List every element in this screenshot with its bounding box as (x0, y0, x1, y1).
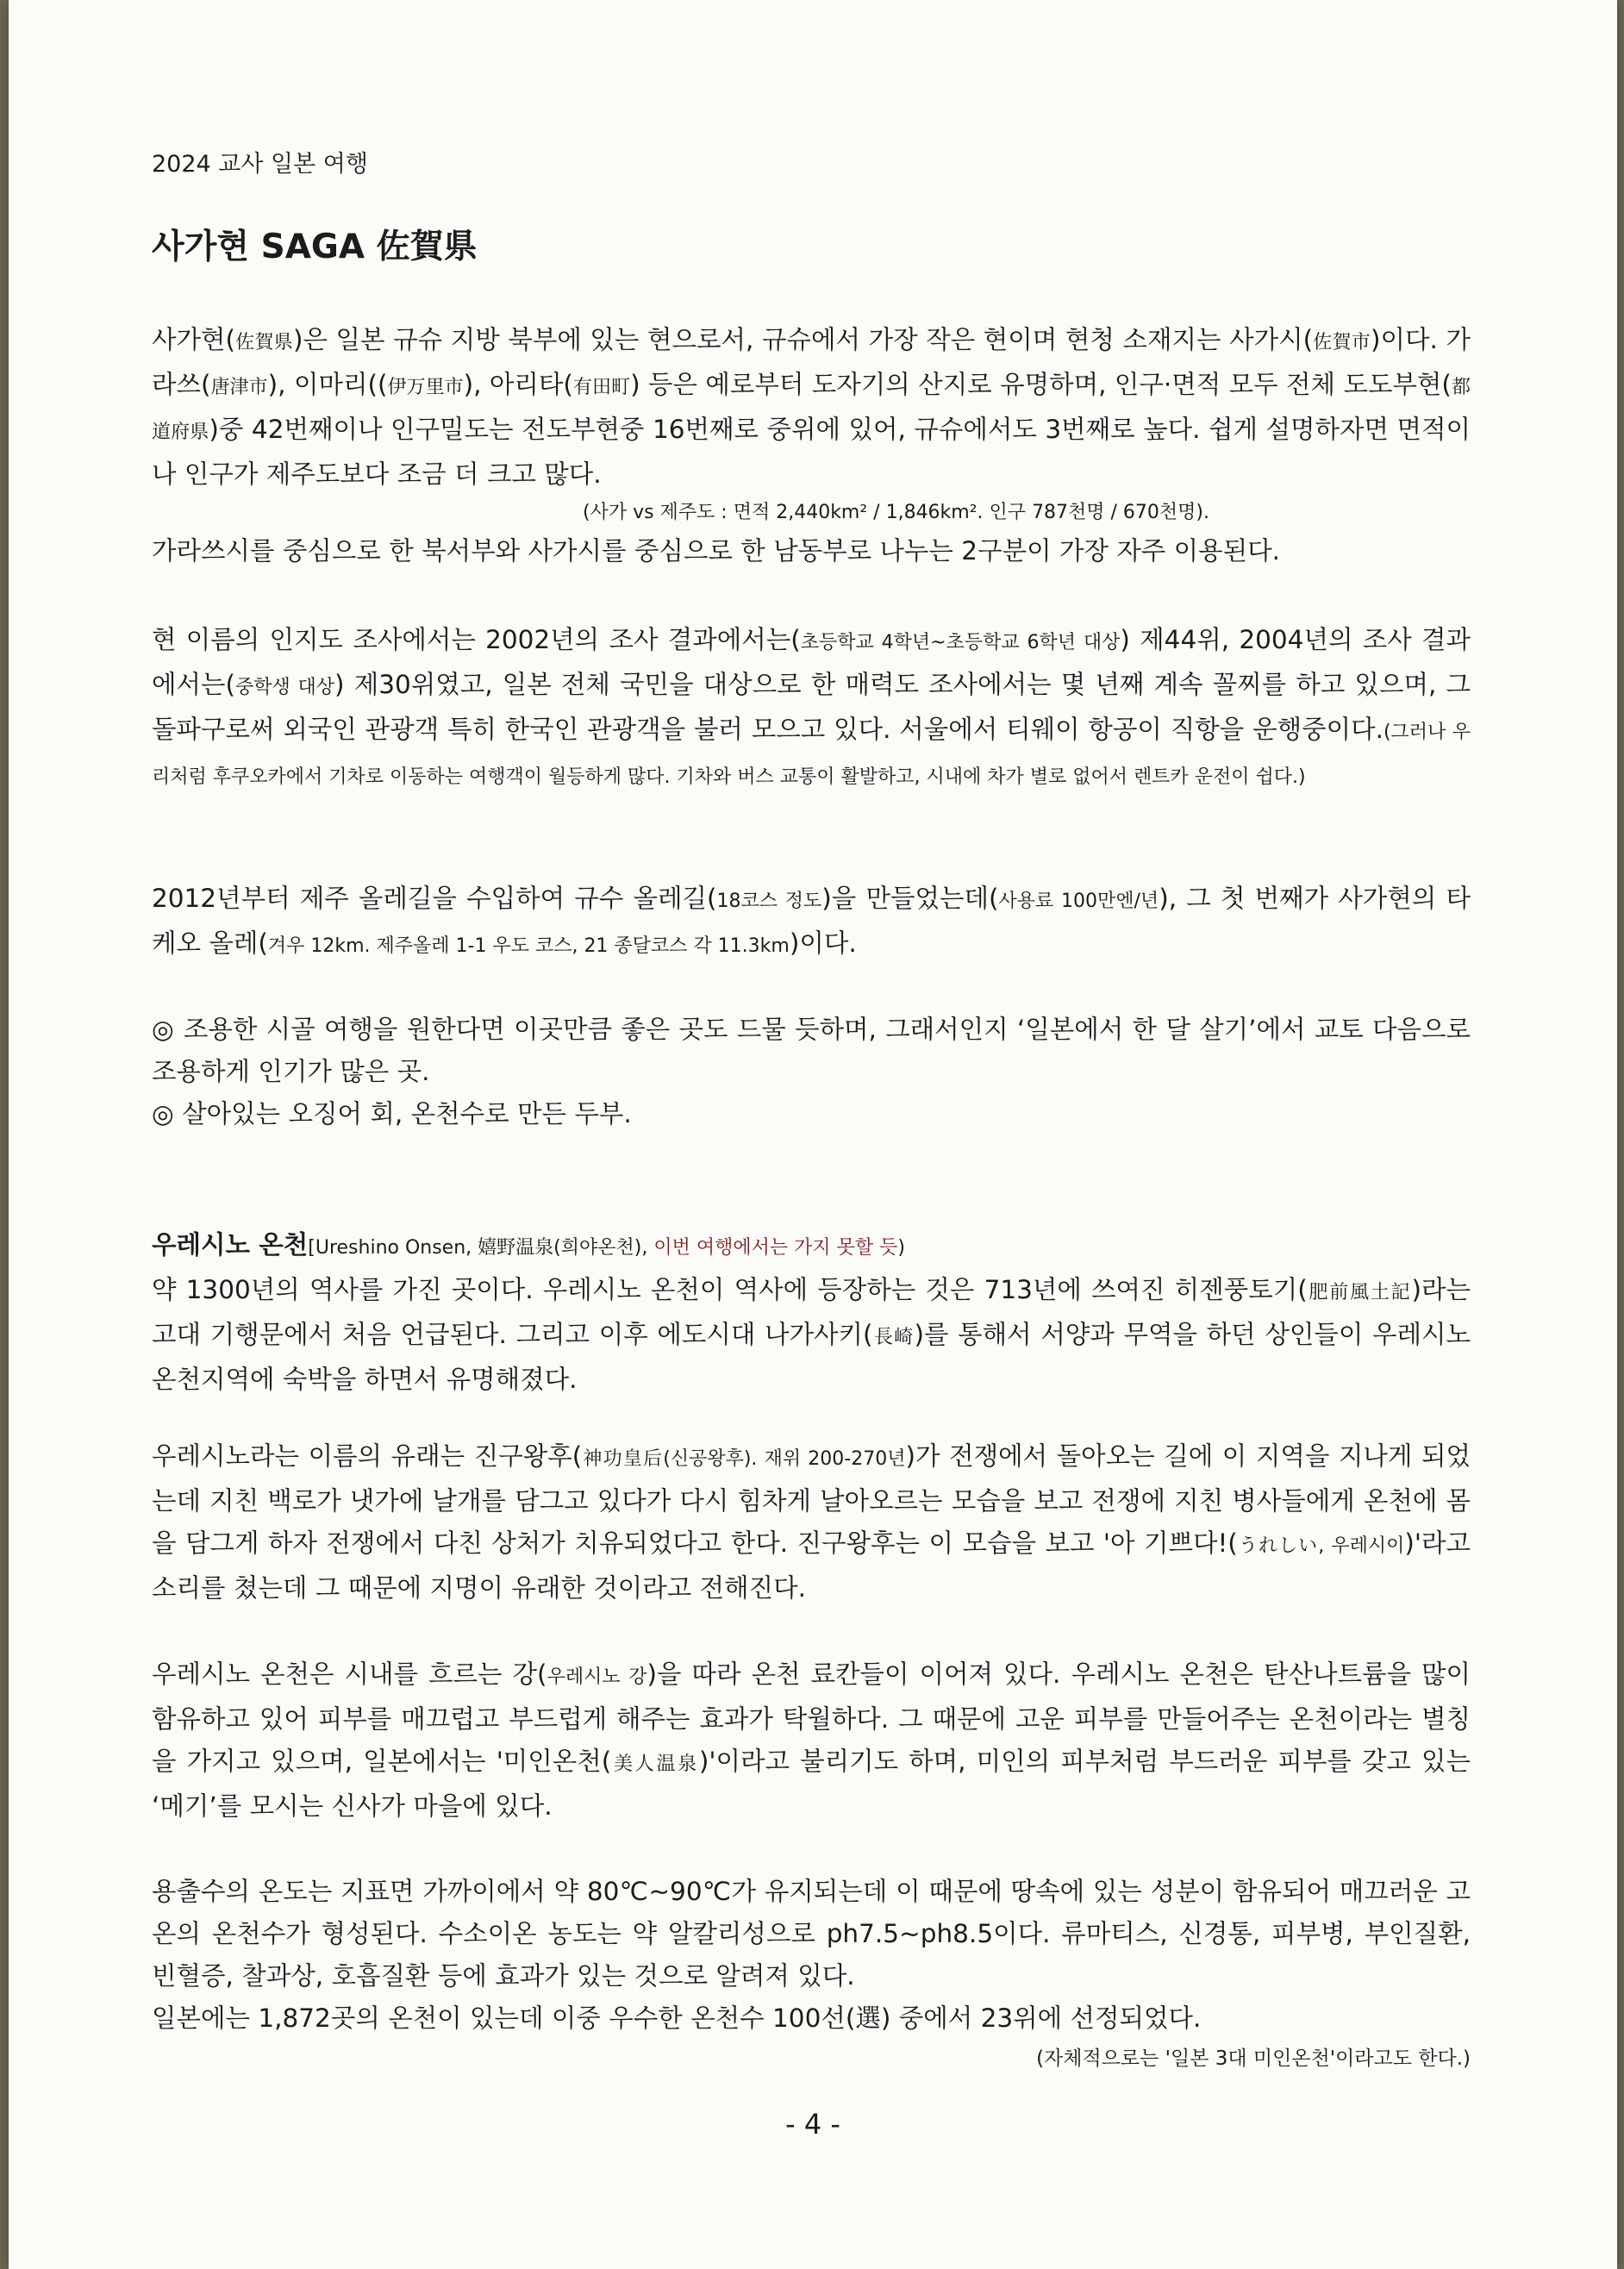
region-paragraph: 가라쓰시를 중심으로 한 북서부와 사가시를 중심으로 한 남동부로 나누는 2구분이 가장 자주 이용된다. (152, 536, 1281, 566)
intro-paragraph: 사가현(佐賀県)은 일본 규슈 지방 북부에 있는 현으로서, 규슈에서 가장 작은 현이며 현청 소재지는 사가시(佐賀市)이다. 가라쓰(唐津市), 이마리((伊万里市), 아리타(有田町) 등은 예로부터 도자기의 산지로 유명하며, 인구·면적 모두 전체 도도부현(都道府県)중 42번째이나 인구밀도는 전도부현중 16번째로 중위에 있어, 규슈에서도 3번째로 높다. 쉽게 설명하자면 면적이나 인구가 제주도보다 조금 더 크고 많다. (152, 325, 1471, 489)
note-item: ◎ 조용한 시골 여행을 원한다면 이곳만큼 좋은 곳도 드물 듯하며, 그래서인지 ‘일본에서 한 달 살기’에서 교토 다음으로 조용하게 인기가 많은 곳. (152, 1015, 1471, 1086)
onsen-section (152, 1224, 1471, 1401)
intro-section (152, 319, 1471, 572)
olle-section (152, 878, 1471, 967)
page-number: - 4 - (785, 2108, 840, 2141)
name-origin-paragraph: 우레시노라는 이름의 유래는 진구왕후(神功皇后(신공왕후). 재위 200-270년)가 전쟁에서 돌아오는 길에 이 지역을 지나게 되었는데 지친 백로가 냇가에 날개를 담그고 있다가 다시 힘차게 날아오르는 모습을 보고 전쟁에 지친 병사들에게 온천에 몸을 담그게 하자 전쟁에서 다친 상처가 치유되었다고 한다. 진구왕후는 이 모습을 보고 '아 기쁘다!(うれしい, 우레시이)'라고 소리를 쳤는데 그 때문에 지명이 유래한 것이라고 전해진다. (152, 1441, 1471, 1603)
page-title: 사가현 SAGA 佐賀県 (152, 228, 478, 266)
skin-effect-paragraph: 우레시노 온천은 시내를 흐르는 강(우레시노 강)을 따라 온천 료칸들이 이어져 있다. 우레시노 온천은 탄산나트륨을 많이 함유하고 있어 피부를 매끄럽고 부드럽게 해주는 효과가 탁월하다. 그 때문에 고운 피부를 만들어주는 온천이라는 별칭을 가지고 있으며, 일본에서는 '미인온천(美人温泉)'이라고 불리기도 하며, 미인의 피부처럼 부드러운 피부를 갖고 있는 ‘메기’를 모시는 신사가 마을에 있다. (152, 1660, 1471, 1821)
olle-paragraph: 2012년부터 제주 올레길을 수입하여 규수 올레길(18코스 정도)을 만들었는데(사용료 100만엔/년), 그 첫 번째가 사가현의 타케오 올레(겨우 12km. 제주올레 1-1 우도 코스, 21 종달코스 각 11.3km)이다. (152, 884, 1471, 958)
survey-paragraph: 현 이름의 인지도 조사에서는 2002년의 조사 결과에서는(초등학교 4학년~초등학교 6학년 대상) 제44위, 2004년의 조사 결과에서는(중학생 대상) 제30위였고, 일본 전체 국민을 대상으로 한 매력도 조사에서는 몇 년째 계속 꼴찌를 하고 있으며, 그 돌파구로써 외국인 관광객 특히 한국인 관광객을 불러 모으고 있다. 서울에서 티웨이 항공이 직항을 운행중이다.(그러나 우리처럼 후쿠오카에서 기차로 이동하는 여행객이 월등하게 많다. 기차와 버스 교통이 활발하고, 시내에 차가 별로 없어서 렌트카 운전이 쉽다.) (152, 625, 1471, 788)
onsen-heading: 우레시노 온천[Ureshino Onsen, 嬉野温泉(희야온천), 이번 여행에서는 가지 못할 듯) (152, 1230, 905, 1260)
onsen-paragraph: 약 1300년의 역사를 가진 곳이다. 우레시노 온천이 역사에 등장하는 것은 713년에 쓰여진 히젠풍토기(肥前風土記)라는 고대 기행문에서 처음 언급된다. 그리고 이후 에도시대 나가사키(長崎)를 통해서 서양과 무역을 하던 상인들이 우레시노 온천지역에 숙박을 하면서 유명해졌다. (152, 1275, 1471, 1394)
water-paragraph: 용출수의 온도는 지표면 가까이에서 약 80℃~90℃가 유지되는데 이 때문에 땅속에 있는 성분이 함유되어 매끄러운 고온의 온천수가 형성된다. 수소이온 농도는 약 알칼리성으로 ph7.5~ph8.5이다. 류마티스, 신경통, 피부병, 부인질환, 빈혈증, 찰과상, 호흡질환 등에 효과가 있는 것으로 알려져 있다. (152, 1877, 1471, 1991)
note-item: ◎ 살아있는 오징어 회, 온천수로 만든 두부. (152, 1099, 632, 1128)
ranking-note: (자체적으로는 '일본 3대 미인온천'이라고도 한다.) (1036, 2047, 1471, 2070)
comparison-note: (사가 vs 제주도 : 면적 2,440km² / 1,846km². 인구 787천명 / 670천명). (583, 502, 1209, 523)
page-header: 2024 교사 일본 여행 (152, 151, 368, 178)
notes-section (152, 1009, 1471, 1135)
skin-effect-section (152, 1653, 1471, 1828)
water-section (152, 1871, 1471, 2078)
name-origin-section (152, 1435, 1471, 1610)
document-page (9, 0, 1617, 2269)
survey-section (152, 619, 1471, 798)
ranking-paragraph: 일본에는 1,872곳의 온천이 있는데 이중 우수한 온천수 100선(選) 중에서 23위에 선정되었다. (152, 2003, 1202, 2033)
